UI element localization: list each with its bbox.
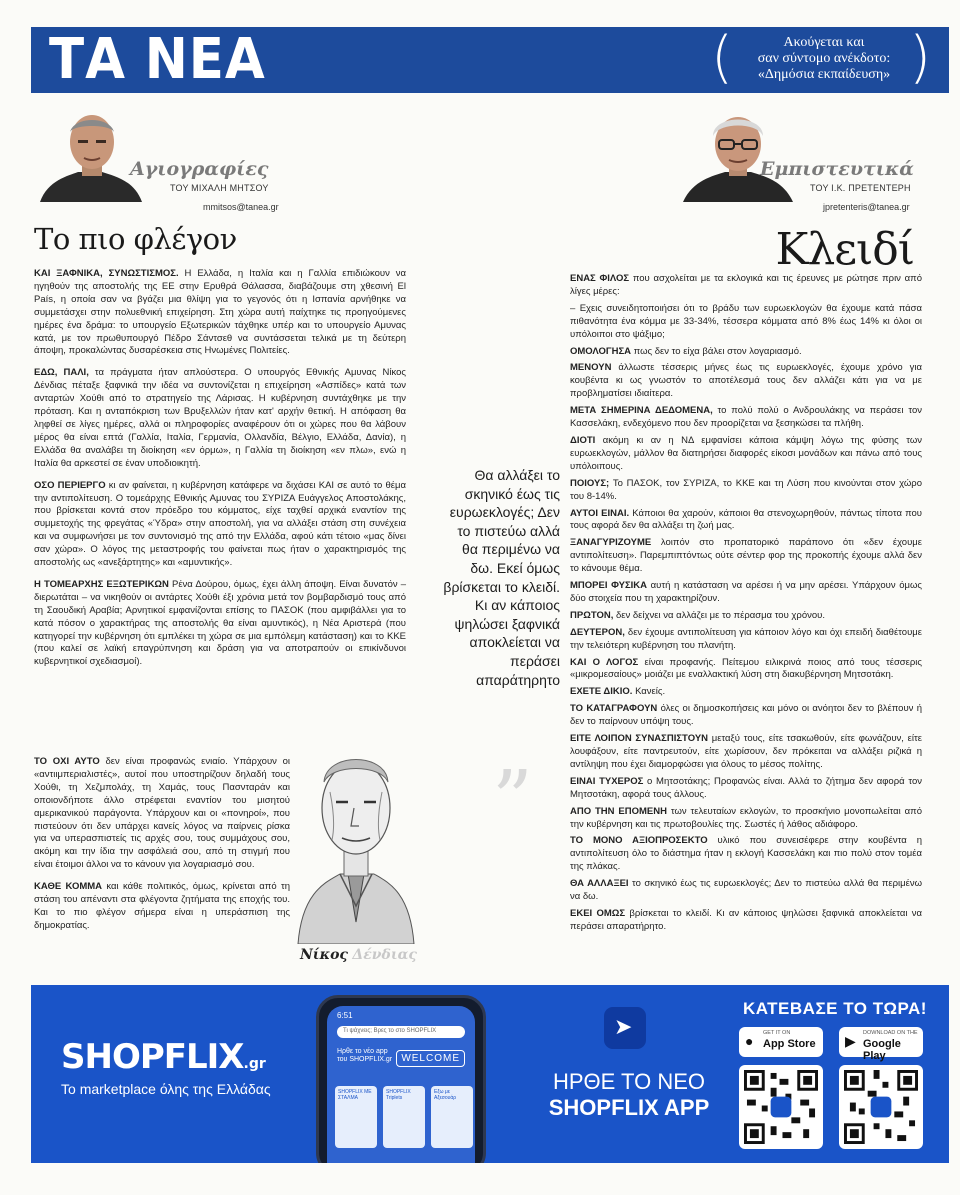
article-paragraph: [34, 367, 406, 470]
qr-code-icon: [744, 1070, 818, 1144]
masthead-tagline: [739, 35, 909, 83]
paragraph-text: κι αν φαίνεται, η κυβέρνηση κατάφερε να διχάσει ΚΑΙ σε αυτό το θέμα την αντιπολίτευση. Ο τομεάρχης Εθνικής Αμυνας του ΣΥΡΙΖΑ Ευάγγελος Αποστολάκης, που βρίσκεται κοντά στον πρόεδρο του κόμματος, είχε ταχθεί αρχικά εναντίον της συμμετοχής της φρεγάτας «Ύδρα» στην αποστολή, για να αλλάξει στάση στη συνέχεια και να συμφωνήσει με τον συντονισμό της από την Ελλάδα, αφού κάτι τέτοιο «μας δίνει σαν χώρα». Ο λόγος της μεταστροφής του φαίνεται πως ήταν ο χαρακτηρισμός της αποστολής ως «ανεξάρτητης» και «αμυντικής».: [34, 479, 406, 569]
article-paragraph: [34, 881, 290, 933]
paragraph-lead: ΕΧΕΤΕ ΔΙΚΙΟ.: [570, 686, 633, 698]
phone-card-2: [383, 1086, 425, 1148]
google-play-label: Google Play: [863, 1038, 901, 1062]
masthead: [31, 27, 949, 93]
shopflix-logo-text: SHOPFLIX: [61, 1037, 244, 1077]
article-paragraph: [570, 878, 922, 904]
dendias-sketch: [296, 722, 416, 944]
shopflix-logo-suffix: .gr: [243, 1056, 266, 1072]
article-paragraph: [570, 627, 922, 653]
google-play-badge[interactable]: [839, 1027, 923, 1062]
new-app-headline: [509, 1069, 749, 1121]
paragraph-text: Η Ελλάδα, η Ιταλία και η Γαλλία επιδιώκουν να ηγηθούν της αποστολής της ΕΕ στην Ερυθρά Θάλασσα, διαβάζουμε στη χθεσινή El País, η οποία σαν να βγάζει μια θλίψη για το γεγονός ότι η Ισπανία αρνήθηκε να συμμετάσχει στην πολυεθνική επιχείρηση. Στη χώρα αυτή παίχτηκε τις προηγούμενες ημέρες ένα δράμα: το υπουργείο Εξωτερικών τάχθηκε υπέρ και το υπουργείο Αμυνας κατά, με τον πρωθυπουργό Πέδρο Σάντσεθ να συντάσσεται τελικά με τη δεύτερη άποψη, προκαλώντας δυσαρέσκεια στις Ηνωμένες Πολιτείες.: [34, 268, 406, 357]
article-paragraph: [570, 273, 922, 299]
pull-quote: Θα αλλάξει το σκηνικό έως τις ευρωεκλογές; Δεν το πιστεύω αλλά θα περιμένω να δω. Εκεί όμως βρίσκεται το κλειδί. Κι αν κάποιος ψηλώσει ξαφνικά αποκλείεται να περάσει απαράτηρητο: [443, 467, 560, 688]
paragraph-lead: ΕΙΤΕ ΛΟΙΠΟΝ ΣΥΝΑΣΠΙΣΤΟΥΝ: [570, 733, 709, 745]
email-pretenteris: jpretenteris@tanea.gr: [823, 202, 910, 212]
paragraph-lead: ΕΔΩ, ΠΑΛΙ,: [34, 367, 89, 379]
email-mitsos: mmitsos@tanea.gr: [203, 202, 279, 212]
paragraph-lead: ΟΜΟΛΟΓΗΣΑ: [570, 345, 632, 357]
phone-card-1: [335, 1086, 377, 1148]
play-icon: ▶: [845, 1033, 856, 1049]
paragraph-lead: ΚΑΘΕ ΚΟΜΜΑ: [34, 881, 103, 893]
paragraph-lead: ΠΟΙΟΥΣ;: [570, 477, 610, 489]
new-app-line-1: ΗΡΘΕ ΤΟ ΝΕΟ: [552, 1069, 705, 1094]
article-paragraph: [570, 908, 922, 934]
paragraph-text: το πολύ πολύ ο Ανδρουλάκης να περάσει τον Κασσελάκη, ενδεχόμενο που δεν προορίζεται να ξεσηκώσει τα πλήθη.: [570, 405, 922, 430]
paragraph-text: που ασχολείται με τα εκλογικά και τις έρευνες με ρώτησε πριν από λίγες μέρες:: [570, 273, 922, 297]
tagline-line-2: σαν σύντομο ανέκδοτο:: [757, 51, 891, 66]
paragraph-lead: ΤΟ ΜΟΝΟ ΑΞΙΟΠΡΟΣΕΚΤΟ: [570, 835, 708, 847]
paragraph-lead: ΚΑΙ Ο ΛΟΓΟΣ: [570, 656, 639, 668]
phone-card-3: [431, 1086, 473, 1148]
paragraph-text: όλες οι δημοσκοπήσεις και μόνο οι ανόητοι δεν το βλέπουν ή δεν το παίρνουν υπόψη τους.: [570, 703, 922, 728]
column-title-agiografies: Αγιογραφίες: [130, 158, 269, 180]
paragraph-text: το σκηνικό έως τις ευρωεκλογές; Δεν το πιστεύω αλλά θα περιμένω να δω.: [570, 878, 923, 903]
app-store-label: App Store: [763, 1038, 816, 1050]
caption-first-name: Νίκος: [300, 947, 348, 963]
paragraph-text: Κανείς.: [632, 686, 666, 698]
quote-mark-icon: ”: [492, 753, 533, 846]
paragraph-text: Κάποιοι θα χαρούν, κάποιοι θα στενοχωρηθούν, πάντως τίποτα που τους αφορά δεν θα αλλάξει τη ζωή μας.: [570, 507, 922, 532]
paragraph-text: δεν είναι προφανώς ενιαίο. Υπάρχουν οι «αντιιμπεριαλιστές», αυτοί που υποστηρίζουν δηλαδή τους Χούθι, τη Χεζμπολάχ, τη Χαμάς, τους Πασνταράν και οποιονδήποτε άλλο στρέφεται εναντίον του μισητού αμερικανικού παράγοντα. Υπάρχουν και οι «πονηροί», που πιστεύουν ότι δεν υπάρχει κανείς λόγος να παίρνεις ρίσκα για να υπερασπιστείς τις αρχές σου, τους συμμάχους σου, ακόμη και την ίδια την ασφάλειά σου, από τη στιγμή που είναι έτοιμοι άλλοι να το κάνουν για λογαριασμό σου.: [34, 756, 291, 871]
paragraph-text: αυτή η κατάσταση να αρέσει ή να μην αρέσει. Υπάρχουν όμως δύο στοιχεία που τη χαρακτηρίζουν.: [570, 580, 923, 604]
paragraph-lead: ΘΑ ΑΛΛΑΞΕΙ: [570, 878, 629, 890]
paragraph-lead: ΜΠΟΡΕΙ ΦΥΣΙΚΑ: [570, 580, 648, 592]
phone-search-bar: Τι ψάχνεις; Βρες το στο SHOPFLIX: [337, 1026, 465, 1038]
paragraph-lead: ΠΡΩΤΟΝ,: [570, 609, 614, 621]
paragraph-lead: ΤΟ ΟΧΙ ΑΥΤΟ: [34, 756, 100, 767]
paragraph-text: μεταξύ τους, είτε τσακωθούν, είτε φωνάζουν, είτε λουφάξουν, είτε παντρευτούν, είτε χωρίσουν, δεν πρόκειται να αλλάξει ριζικά η αντίληψη που έχει διαμορφώσει για όλους το μέσος πολίτης.: [570, 733, 922, 770]
paragraph-text: ακόμη κι αν η ΝΔ εμφανίσει κάποια κάμψη λόγω της φύσης των ευρωεκλογών, μάλλον θα διατηρήσει διαφορές είκοσι μονάδων και πάνω από τους υπόλοιπους.: [570, 434, 922, 472]
article-paragraph: [34, 756, 290, 872]
phone-card-2-label: SHOPFLIX Triplets: [386, 1089, 411, 1101]
shopflix-slogan: Το marketplace όλης της Ελλάδας: [61, 1081, 271, 1097]
newspaper-logo: ΤΑ ΝΕΑ: [49, 27, 266, 92]
article-paragraph: [570, 405, 922, 431]
cursor-icon: ➤: [614, 1015, 633, 1040]
article-paragraph: [570, 303, 922, 342]
tagline-line-3: «Δημόσια εκπαίδευση»: [757, 67, 891, 82]
paragraph-lead: ΤΟ ΚΑΤΑΓΡΑΦΟΥΝ: [570, 703, 658, 715]
columnist-portrait-pretenteris: [683, 110, 793, 202]
download-now-heading: ΚΑΤΕΒΑΣΕ ΤΟ ΤΩΡΑ!: [743, 999, 927, 1018]
paragraph-lead: ΕΝΑΣ ΦΙΛΟΣ: [570, 273, 630, 284]
paragraph-lead: ΚΑΙ ΞΑΦΝΙΚΑ, ΣΥΝΩΣΤΙΣΜΟΣ.: [34, 268, 179, 279]
columnist-portrait-mitsos: [40, 110, 142, 202]
byline-pretenteris: ΤΟΥ Ι.Κ. ΠΡΕΤΕΝΤΕΡΗ: [810, 183, 911, 193]
article-paragraph: [570, 657, 922, 683]
paragraph-text: δεν έχουμε αντιπολίτευση για κάποιον λόγο και όχι επειδή διαθέτουμε την τελειότερη κυβέρνηση του πλανήτη.: [570, 626, 922, 651]
app-store-badge[interactable]: [739, 1027, 823, 1057]
paragraph-text: και κάθε πολιτικός, όμως, κρίνεται από τη στάση του απέναντι στα φλέγοντα ζητήματα της εποχής του. Και το πιο φλέγον σήμερα είναι η υπεράσπιση της δημοκρατίας.: [34, 881, 290, 931]
paragraph-text: βρίσκεται το κλειδί. Κι αν κάποιος ψηλώσει ξαφνικά αποκλείεται να περάσει απαρατήρητο.: [570, 907, 922, 932]
qr-code-icon: [844, 1070, 918, 1144]
caption-last-name: Δένδιας: [352, 947, 417, 963]
article-paragraph: [34, 480, 406, 570]
shopflix-logo: [61, 1037, 266, 1077]
phone-card-1-label: SHOPFLIX ME ΣΤΑΛΜΑ: [338, 1089, 372, 1101]
article-paragraph: [570, 362, 922, 401]
shopflix-ad-banner[interactable]: [31, 985, 949, 1163]
qr-code-google-play[interactable]: [839, 1065, 923, 1149]
paragraph-text: άλλωστε τέσσερις μήνες έως τις ευρωεκλογές, έχουμε χρόνο για κουβέντα κι ως γνωστόν το αποτέλεσμά τους δεν αλλάζει κάτι για να με προβληματίσει ιδιαίτερα.: [570, 362, 922, 400]
article-paragraph: [570, 733, 922, 772]
paragraph-lead: ΞΑΝΑΓΥΡΙΖΟΥΜΕ: [570, 537, 652, 549]
paragraph-lead: ΕΚΕΙ ΟΜΩΣ: [570, 907, 626, 919]
new-app-line-2: SHOPFLIX APP: [548, 1095, 710, 1120]
paragraph-lead: ΔΕΥΤΕΡΟΝ,: [570, 626, 625, 638]
paragraph-text: είναι προφανής. Πείτεμου ειλικρινά ποιος από τους τέσσερις «μικρομεσαίους» μοιάζει με εναλλακτική λύση στη διακυβέρνηση Μητσοτάκη.: [570, 656, 922, 681]
paragraph-text: πως δεν το είχα βάλει στον λογαριασμό.: [631, 345, 802, 357]
phone-card-3-label: Εξω με Αξεσουάρ: [434, 1089, 457, 1101]
paragraph-text: – Εχεις συνειδητοποιήσει ότι το βράδυ των ευρωεκλογών θα έχουμε κατά πάσα πιθανότητα ένα κόμμα με 33-34%, τέσσερα κόμματα από 8% έως 14% κι όλοι οι υπόλοιποι στο ψάξιμο;: [570, 302, 922, 340]
article-paragraph: [570, 580, 922, 606]
apple-icon: ●: [745, 1033, 754, 1049]
photo-caption: [300, 947, 417, 963]
article-right-body: [570, 273, 922, 938]
app-store-small: GET IT ON: [763, 1030, 791, 1036]
google-play-small: DOWNLOAD ON THE: [863, 1030, 918, 1036]
qr-code-app-store[interactable]: [739, 1065, 823, 1149]
article-paragraph: [570, 776, 922, 802]
tagline-line-1: Ακούγεται και: [783, 35, 865, 50]
paragraph-lead: ΜΕΝΟΥΝ: [570, 362, 612, 374]
article-paragraph: [570, 537, 922, 576]
article-paragraph: [34, 268, 406, 358]
paragraph-text: Το ΠΑΣΟΚ, τον ΣΥΡΙΖΑ, το ΚΚΕ και τη Λύση που κινούνται στον χώρο του 8-14%.: [570, 477, 922, 502]
article-paragraph: [570, 435, 922, 474]
headline-left: Το πιο φλέγον: [34, 222, 237, 256]
article-paragraph: [570, 346, 922, 359]
article-paragraph: [570, 703, 922, 729]
paragraph-text: υλικό που συνεισέφερε στην κουβέντα η αντιπολίτευση όλο το διάστημα ήταν η εκλογή Κασσελάκη και πιο πολύ στον τομέα της πλάκας.: [570, 835, 922, 873]
paragraph-lead: ΑΠΟ ΤΗΝ ΕΠΟΜΕΝΗ: [570, 805, 667, 817]
close-paren-glyph: ): [909, 25, 931, 90]
paragraph-text: λοιπόν στο προπατορικό παράπονο ότι «δεν έχουμε αντιπολίτευση». Παρεμπιπτόντως ούτε σέντερ φορ της προκοπής έχουμε αλλά δεν το κάνουμε θέμα.: [570, 537, 922, 575]
article-paragraph: [570, 806, 922, 832]
phone-welcome-badge: WELCOME: [396, 1050, 465, 1067]
phone-promo-text: Ηρθε το νέο app του SHOPFLIX.gr: [337, 1048, 393, 1063]
paragraph-text: Ρένα Δούρου, όμως, έχει άλλη άποψη. Είναι δυνατόν – διερωτάται – να νικηθούν οι αντάρτες Χούθι έξι χρόνια μετά τον βομβαρδισμό τους από τη Σαουδική Αραβία; Αρνητικοί εμφανίζονται επίσης το ΠΑΣΟΚ (που αμφιβάλλει για το κατά πόσον ο χαρακτήρας της αποστολής θα είναι αμυντικός), η Νέα Αριστερά (που κατηγορεί την κυβέρνηση ότι εμπλέκει τη χώρα σε μια εμπόλεμη κατάσταση) και το ΚΚΕ (που καλεί σε λαϊκή επαγρύπνηση και δράση για να αποτραπούν οι επικίνδυνοι κυβερνητικοί σχεδιασμοί).: [34, 578, 406, 668]
paragraph-text: τα πράγματα ήταν απλούστερα. Ο υπουργός Εθνικής Αμυνας Νίκος Δένδιας πέταξε ξαφνικά την ιδέα να συντονίζεται η επιχείρηση «Ασπίδες» κατά των ανταρτών Χούθι από το στρατηγείο της Λάρισας. Η κυβέρνηση συντάχθηκε με την πρόταση. Και η ανταπόκριση των Βρυξελλών ήταν κατ' αρχήν θετική. Η απόφαση θα ληφθεί σε λίγες ημέρες, αλλά οι πληροφορίες αναφέρουν ότι οι χώρες που θα λάβουν μέρος θα είναι επτά (Γαλλία, Ιταλία, Γερμανία, Ολλανδία, Βέλγιο, Ελλάδα, Δανία), η Ελλάδα θα αναλάβει τη διοίκηση «εν όρμω», η Γαλλία τη διοίκηση «εν πλω», ενώ η Ιταλία θα αρκεστεί σε έναν υποδιοικητή.: [34, 367, 406, 469]
paragraph-text: των τελευταίων εκλογών, το προσκήνιο μονοπωλείται από την κυβέρνηση και τις πρωτοβουλίες της. Σωστές ή λάθος αδιάφορο.: [570, 805, 922, 830]
phone-screen: [327, 1006, 475, 1163]
paragraph-lead: ΑΥΤΟΙ ΕΙΝΑΙ.: [570, 507, 630, 519]
column-title-empisteftika: Εμπιστευτικά: [760, 158, 914, 180]
paragraph-text: δεν δείχνει να αλλάζει με το πέρασμα του χρόνου.: [613, 609, 825, 621]
paragraph-text: ο Μητσοτάκης; Προφανώς είναι. Αλλά το ζήτημα δεν αφορά τον Μητσοτάκη, αφορά τους άλλους.: [570, 775, 922, 800]
paragraph-lead: ΜΕΤΑ ΣΗΜΕΡΙΝΑ ΔΕΔΟΜΕΝΑ,: [570, 405, 713, 417]
paragraph-lead: Η ΤΟΜΕΑΡΧΗΣ ΕΞΩΤΕΡΙΚΩΝ: [34, 578, 169, 590]
article-paragraph: [570, 610, 922, 623]
open-paren-glyph: (: [711, 25, 733, 90]
paragraph-lead: ΕΙΝΑΙ ΤΥΧΕΡΟΣ: [570, 775, 644, 787]
paragraph-lead: ΔΙΟΤΙ: [570, 434, 596, 446]
article-left-body-wrap: [34, 756, 290, 942]
article-paragraph: [570, 686, 922, 699]
phone-time: 6:51: [337, 1011, 353, 1020]
byline-mitsos: ΤΟΥ ΜΙΧΑΛΗ ΜΗΤΣΟΥ: [170, 183, 269, 193]
article-paragraph: [570, 835, 922, 874]
paragraph-lead: ΟΣΟ ΠΕΡΙΕΡΓΟ: [34, 479, 106, 491]
app-icon: [604, 1007, 646, 1049]
article-paragraph: [34, 579, 406, 669]
article-left-body: [34, 268, 406, 678]
phone-mockup: [316, 995, 486, 1163]
article-paragraph: [570, 508, 922, 534]
headline-right: Κλειδί: [775, 224, 914, 275]
article-paragraph: [570, 478, 922, 504]
